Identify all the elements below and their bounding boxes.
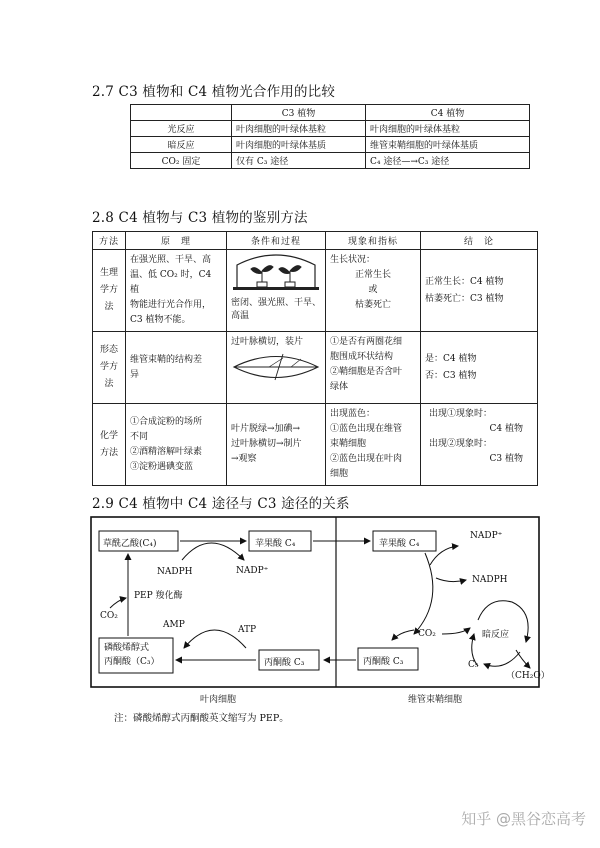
dark-reaction-label: 暗反应	[482, 630, 510, 640]
arrow-malate-decarboxylation	[414, 553, 433, 634]
co2-label-sheath: CO₂	[418, 629, 436, 639]
table-cell: 仅有 C₃ 途径	[232, 153, 366, 169]
phenomenon-cell: ①是否有两圈花细 胞围成环状结构 ②鞘细胞是否含叶 绿体	[326, 332, 421, 404]
principle-cell: ①合成淀粉的场所 不同 ②酒精溶解叶绿素 ③淀粉遇碘变蓝	[126, 404, 227, 486]
arrow-atp-to-amp	[184, 630, 246, 648]
method-cell: 化学 方法	[93, 404, 126, 486]
header-cell: C3 植物	[232, 105, 366, 121]
row-label: 光反应	[131, 121, 232, 137]
table-cell: 叶肉细胞的叶绿体基粒	[366, 121, 530, 137]
arrow-nadph-to-nadp	[182, 543, 244, 560]
nadp-label-sheath: NADP⁺	[470, 531, 503, 541]
condition-cell: 叶片脱绿→加碘→ 过叶脉横切→制片 →观察	[227, 404, 326, 486]
calvin-cycle-arc-bottom	[484, 652, 520, 666]
atp-label: ATP	[238, 625, 257, 635]
amp-label: AMP	[163, 620, 185, 630]
nadph-label-mesophyll: NADPH	[157, 567, 193, 577]
conclusion-cell: 出现①现象时： C4 植物 出现②现象时： C3 植物	[421, 404, 538, 486]
arrow-co2-to-cycle	[442, 628, 470, 634]
header-cell: 方法	[93, 232, 126, 250]
table-cell: C₄ 途径—→C₃ 途径	[366, 153, 530, 169]
heading-2-7: 2.7 C3 植物和 C4 植物光合作用的比较	[92, 84, 336, 100]
heading-2-8: 2.8 C4 植物与 C3 植物的鉴别方法	[92, 210, 308, 226]
pyruvate-label-mesophyll: 丙酮酸 C₃	[264, 658, 305, 668]
phenomenon-cell: 出现蓝色： ①蓝色出现在维管 束鞘细胞 ②蓝色出现在叶肉 细胞	[326, 404, 421, 486]
pep-carboxylase-label: PEP 羧化酶	[134, 591, 183, 601]
heading-2-9: 2.9 C4 植物中 C4 途径与 C3 途径的关系	[92, 496, 350, 512]
phenomenon-cell: 生长状况： 正常生长 或 枯萎死亡	[326, 250, 421, 332]
header-cell: 原 理	[126, 232, 227, 250]
mesophyll-cell-label: 叶肉细胞	[200, 695, 237, 705]
arrow-to-co2	[392, 630, 414, 640]
arrow-nadph-out	[436, 578, 466, 582]
condition-cell: 密闭、强光照、干旱、 高温	[227, 250, 326, 332]
row-label: CO₂ 固定	[131, 153, 232, 169]
ch2o-label: （CH₂O）	[506, 671, 550, 681]
oxaloacetate-label: 草酰乙酸(C₄)	[103, 539, 157, 549]
bundle-sheath-cell-label: 维管束鞘细胞	[408, 695, 463, 705]
header-cell: C4 植物	[366, 105, 530, 121]
arrow-to-ch2o	[516, 650, 530, 668]
row-label: 暗反应	[131, 137, 232, 153]
watermark: 知乎 @黑谷恋高考	[461, 810, 586, 828]
pep-label: 磷酸烯醇式 丙酮酸（C₃）	[104, 643, 160, 667]
method-cell: 生理 学方 法	[93, 250, 126, 332]
condition-cell: 过叶脉横切，装片	[227, 332, 326, 404]
arrow-co2-in	[110, 598, 126, 608]
table-cell: 叶肉细胞的叶绿体基粒	[232, 121, 366, 137]
method-cell: 形态 学方 法	[93, 332, 126, 404]
table-cell: 叶肉细胞的叶绿体基质	[232, 137, 366, 153]
principle-cell: 在强光照、干旱、高 温、低 CO₂ 时，C4 植 物能进行光合作用， C3 植物不能。	[126, 250, 227, 332]
principle-cell: 维管束鞘的结构差 异	[126, 332, 227, 404]
c5-label: C₅	[468, 660, 479, 670]
co2-label-mesophyll: CO₂	[100, 611, 118, 621]
table-cell: 维管束鞘细胞的叶绿体基质	[366, 137, 530, 153]
nadph-label-sheath: NADPH	[472, 575, 508, 585]
header-cell: 现象和指标	[326, 232, 421, 250]
malate-label-sheath: 苹果酸 C₄	[379, 539, 420, 549]
malate-label-mesophyll: 苹果酸 C₄	[255, 539, 296, 549]
pyruvate-label-sheath: 丙酮酸 C₃	[363, 657, 404, 667]
header-cell: 条件和过程	[227, 232, 326, 250]
header-cell: 结 论	[421, 232, 538, 250]
arrow-nadp-in	[430, 546, 458, 565]
nadp-label-mesophyll: NADP⁺	[236, 566, 269, 576]
conclusion-cell: 是：C4 植物 否：C3 植物	[421, 332, 538, 404]
footnote: 注：磷酸烯醇式丙酮酸英文缩写为 PEP。	[114, 713, 289, 724]
conclusion-cell: 正常生长：C4 植物 枯萎死亡：C3 植物	[421, 250, 538, 332]
